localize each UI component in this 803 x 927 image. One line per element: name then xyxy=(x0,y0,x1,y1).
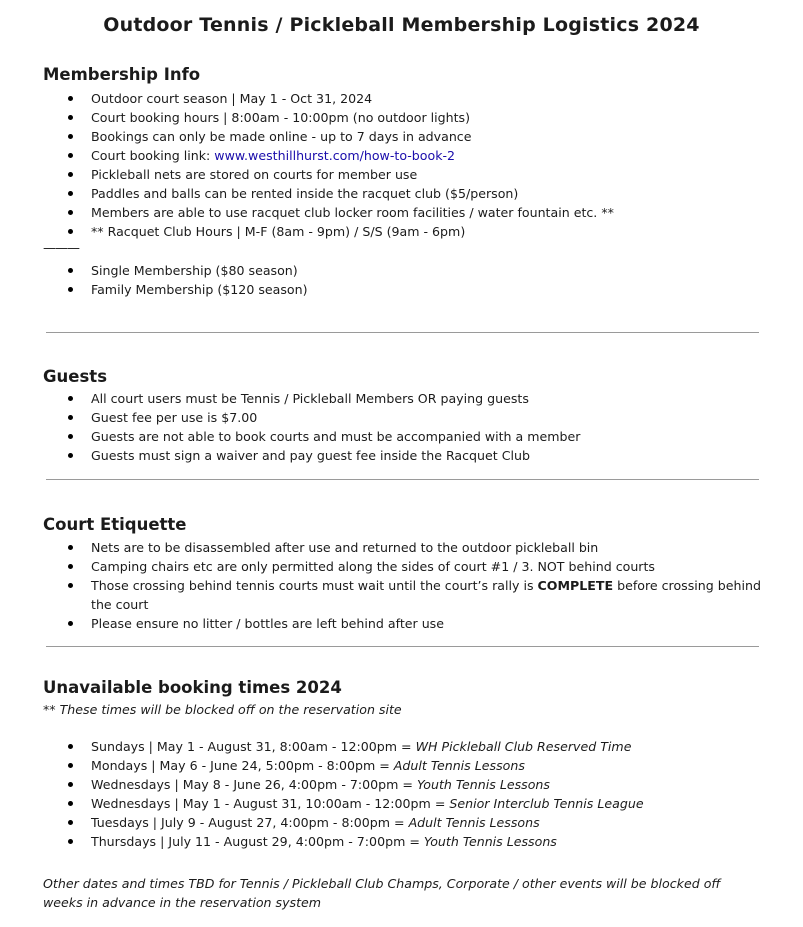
schedule-when: Thursdays | July 11 - August 29, 4:00pm - 7:00pm = xyxy=(91,834,424,849)
schedule-what: Adult Tennis Lessons xyxy=(408,815,540,830)
list-item: Camping chairs etc are only permitted along the sides of court #1 / 3. NOT behind courts xyxy=(43,557,763,576)
schedule-what: Adult Tennis Lessons xyxy=(393,758,525,773)
schedule-what: Youth Tennis Lessons xyxy=(416,777,550,792)
list-item: Members are able to use racquet club locker room facilities / water fountain etc. ** xyxy=(43,203,763,222)
unavailable-note: ** These times will be blocked off on the reservation site xyxy=(43,702,402,717)
list-item: Guests are not able to book courts and must be accompanied with a member xyxy=(43,427,763,446)
list-item: Bookings can only be made online - up to 7 days in advance xyxy=(43,127,763,146)
schedule-item xyxy=(43,832,763,851)
document-title: Outdoor Tennis / Pickleball Membership Logistics 2024 xyxy=(103,14,700,36)
list-item: ** Racquet Club Hours | M-F (8am - 9pm) / S/S (9am - 6pm) xyxy=(43,222,763,241)
list-item xyxy=(43,576,763,614)
unavailable-list xyxy=(43,737,763,851)
schedule-when: Tuesdays | July 9 - August 27, 4:00pm - 8:00pm = xyxy=(91,815,409,830)
schedule-item xyxy=(43,775,763,794)
schedule-what: WH Pickleball Club Reserved Time xyxy=(415,739,632,754)
crossing-emphasis: COMPLETE xyxy=(537,578,614,593)
list-item: Pickleball nets are stored on courts for member use xyxy=(43,165,763,184)
divider xyxy=(46,646,759,647)
membership-heading: Membership Info xyxy=(43,65,201,84)
schedule-what: Youth Tennis Lessons xyxy=(423,834,557,849)
list-item: Single Membership ($80 season) xyxy=(43,261,763,280)
schedule-when: Wednesdays | May 8 - June 26, 4:00pm - 7:00pm = xyxy=(91,777,417,792)
list-item: Outdoor court season | May 1 - Oct 31, 2024 xyxy=(43,89,763,108)
membership-list xyxy=(43,89,763,241)
list-item: Please ensure no litter / bottles are left behind after use xyxy=(43,614,763,633)
guests-list xyxy=(43,389,763,465)
booking-link[interactable]: www.westhillhurst.com/how-to-book-2 xyxy=(214,148,456,163)
membership-plans-list xyxy=(43,261,763,299)
divider xyxy=(46,332,759,333)
separator-dash: ——— xyxy=(43,241,79,256)
guests-heading: Guests xyxy=(43,367,108,386)
schedule-when: Mondays | May 6 - June 24, 5:00pm - 8:00pm = xyxy=(91,758,394,773)
schedule-what: Senior Interclub Tennis League xyxy=(449,796,644,811)
footnote: Other dates and times TBD for Tennis / Pickleball Club Champs, Corporate / other events will be blocked off weeks in advance in the reservation system xyxy=(43,876,721,910)
schedule-item xyxy=(43,794,763,813)
list-item xyxy=(43,146,763,165)
booking-link-label: Court booking link: xyxy=(91,148,215,163)
list-item: Family Membership ($120 season) xyxy=(43,280,763,299)
crossing-text-end: before crossing behind the court xyxy=(91,578,761,612)
crossing-text: Those crossing behind tennis courts must wait until the court’s rally is xyxy=(91,578,538,593)
etiquette-heading: Court Etiquette xyxy=(43,515,187,534)
list-item: Guests must sign a waiver and pay guest fee inside the Racquet Club xyxy=(43,446,763,465)
list-item: Court booking hours | 8:00am - 10:00pm (no outdoor lights) xyxy=(43,108,763,127)
list-item: Nets are to be disassembled after use and returned to the outdoor pickleball bin xyxy=(43,538,763,557)
schedule-item xyxy=(43,737,763,756)
schedule-when: Sundays | May 1 - August 31, 8:00am - 12:00pm = xyxy=(91,739,416,754)
schedule-when: Wednesdays | May 1 - August 31, 10:00am - 12:00pm = xyxy=(91,796,450,811)
list-item: Paddles and balls can be rented inside the racquet club ($5/person) xyxy=(43,184,763,203)
divider xyxy=(46,479,759,480)
etiquette-list xyxy=(43,538,763,633)
schedule-item xyxy=(43,813,763,832)
list-item: All court users must be Tennis / Pickleball Members OR paying guests xyxy=(43,389,763,408)
schedule-item xyxy=(43,756,763,775)
unavailable-heading: Unavailable booking times 2024 xyxy=(43,678,342,697)
list-item: Guest fee per use is $7.00 xyxy=(43,408,763,427)
